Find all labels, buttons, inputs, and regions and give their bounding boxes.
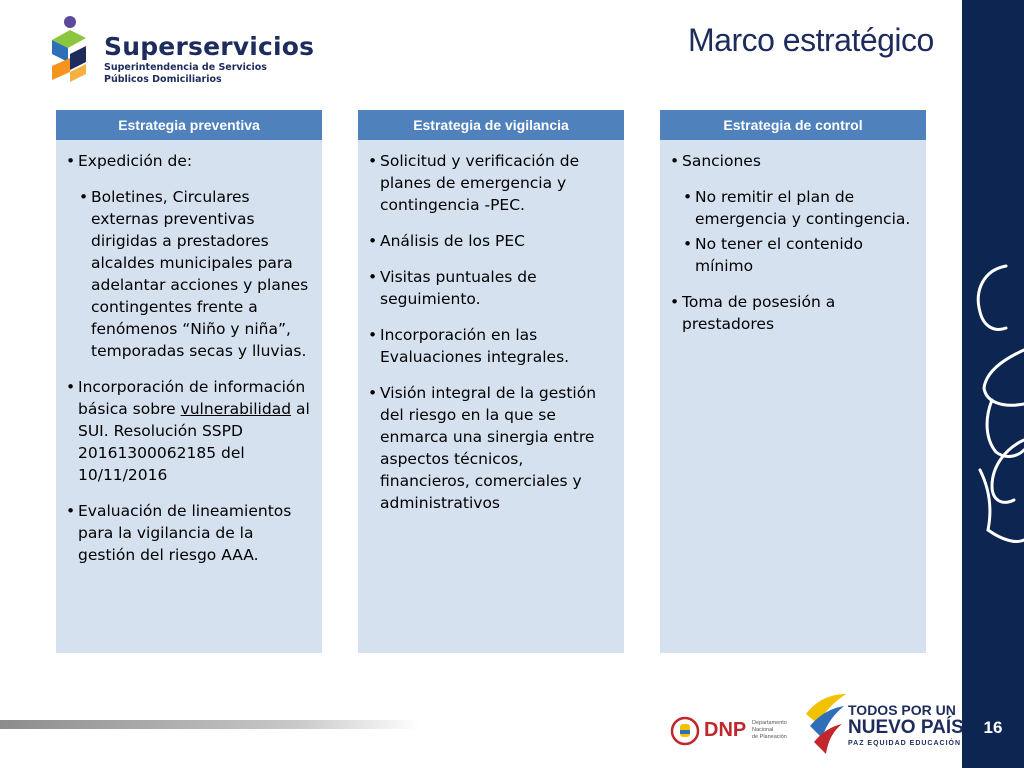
dnp-subtitle-line1: Departamento [752,720,787,726]
bullet-item: • Sanciones [670,150,916,172]
bullet-item: • Toma de posesión a prestadores [670,291,916,335]
superservicios-logo-mark-icon [44,10,100,90]
colombia-coat-of-arms-icon [670,716,700,746]
column-heading: Estrategia preventiva [56,110,322,140]
org-name: Superservicios [104,32,315,61]
bullet-item: • Solicitud y verificación de planes de emergencia y contingencia -PEC. [368,150,614,216]
bullet-item: • Visión integral de la gestión del riesgo en la que se enmarca una sinergia entre aspectos técnicos, financieros, comerciales y administrativos [368,382,614,514]
bullet-item: • Incorporación en las Evaluaciones integrales. [368,324,614,368]
todos-por-un-nuevo-pais-logo [804,692,964,756]
bullet-subitem: • Boletines, Circulares externas preventivas dirigidas a prestadores alcaldes municipales para adelantar acciones y planes contingentes frente a fenómenos “Niño y niña”, temporadas secas y lluvias. [66,186,312,362]
right-sidebar [962,0,1024,768]
bullet-text: Incorporación de información básica sobre [78,378,306,418]
org-subtitle-line1: Superintendencia de Servicios [104,62,267,73]
bullet-item: • Expedición de: [66,150,312,172]
column-control-strategy [660,110,926,653]
org-subtitle-line2: Públicos Domiciliarios [104,74,222,85]
column-heading: Estrategia de control [660,110,926,140]
bullet-text: al SUI. Resolución SSPD 20161300062185 del 10/11/2016 [78,400,310,484]
column-heading: Estrategia de vigilancia [358,110,624,140]
bullet-item: • Visitas puntuales de seguimiento. [368,266,614,310]
underlined-term: vulnerabilidad [180,400,292,418]
bullet-item [66,376,312,486]
column-body [660,140,926,335]
column-body [56,140,322,566]
dnp-subtitle-line2: Nacional [752,727,774,733]
slogan-line3: PAZ EQUIDAD EDUCACIÓN [848,740,962,747]
dnp-label: DNP [704,719,747,741]
column-body [358,140,624,514]
decorative-line-art-icon [962,0,1024,768]
slogan-line1: TODOS POR UN [848,702,956,718]
dnp-subtitle-line3: de Planeación [752,734,787,740]
superservicios-logo [44,10,315,90]
bullet-item: • Análisis de los PEC [368,230,614,252]
page-title: Marco estratégico [688,22,934,58]
column-preventive-strategy [56,110,322,653]
bullet-subitem: • No tener el contenido mínimo [670,233,916,277]
slogan-line2: NUEVO PAÍS [848,717,964,738]
colombian-flag-swoosh-icon [804,692,848,756]
bullet-item: • Evaluación de lineamientos para la vigilancia de la gestión del riesgo AAA. [66,500,312,566]
page-number: 16 [983,718,1003,737]
column-surveillance-strategy [358,110,624,653]
footer-gradient-bar [0,720,420,730]
dnp-logo [668,714,788,748]
bullet-subitem: • No remitir el plan de emergencia y contingencia. [670,186,916,230]
